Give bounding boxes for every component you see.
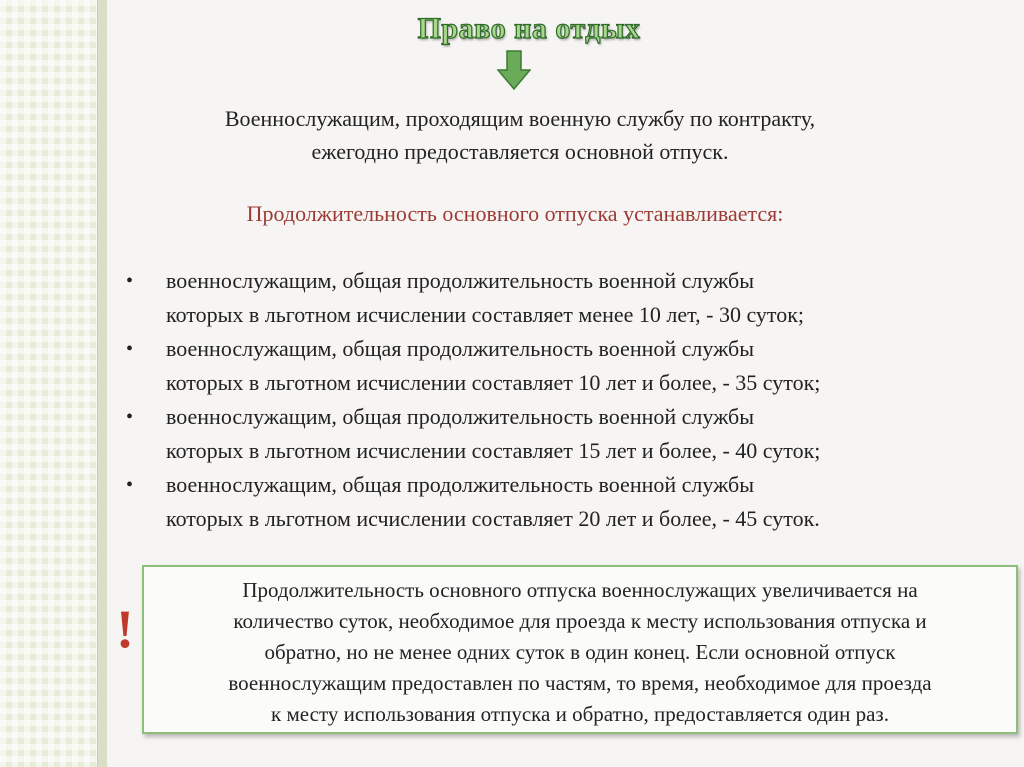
note-line: обратно, но не менее одних суток в один конец. Если основной отпуск <box>264 640 896 664</box>
list-item-line: военнослужащим, общая продолжительность военной службы <box>166 268 754 293</box>
list-item-line: которых в льготном исчислении составляет 20 лет и более, - 45 суток. <box>166 506 820 531</box>
note-line: Продолжительность основного отпуска военнослужащих увеличивается на <box>242 578 918 602</box>
slide-title: Право на отдых <box>417 12 641 45</box>
list-item-line: военнослужащим, общая продолжительность военной службы <box>166 336 754 361</box>
bullet-icon: • <box>126 474 134 496</box>
travel-time-note-box <box>142 565 1018 734</box>
bullet-icon: • <box>126 406 134 428</box>
side-pattern-decoration <box>0 0 97 767</box>
arrow-down-icon <box>497 50 531 90</box>
exclamation-icon: ! <box>116 599 134 659</box>
list-item <box>126 264 1024 332</box>
intro-line: ежегодно предоставляется основной отпуск. <box>311 139 729 164</box>
list-item-line: военнослужащим, общая продолжительность военной службы <box>166 404 754 429</box>
note-line: количество суток, необходимое для проезда к месту использования отпуска и <box>233 609 927 633</box>
list-item-line: которых в льготном исчислении составляет менее 10 лет, - 30 суток; <box>166 302 805 327</box>
list-item-line: которых в льготном исчислении составляет 10 лет и более, - 35 суток; <box>166 370 821 395</box>
intro-text <box>160 102 880 168</box>
list-item-line: военнослужащим, общая продолжительность военной службы <box>166 472 754 497</box>
bullet-icon: • <box>126 338 134 360</box>
leave-duration-list <box>126 264 1024 536</box>
list-item <box>126 332 1024 400</box>
list-item-line: которых в льготном исчислении составляет 15 лет и более, - 40 суток; <box>166 438 821 463</box>
duration-subheading: Продолжительность основного отпуска устанавливается: <box>246 201 784 226</box>
intro-line: Военнослужащим, проходящим военную службу по контракту, <box>224 106 816 131</box>
bullet-icon: • <box>126 270 134 292</box>
note-line: военнослужащим предоставлен по частям, то время, необходимое для проезда <box>228 671 932 695</box>
list-item <box>126 468 1024 536</box>
note-line: к месту использования отпуска и обратно, предоставляется один раз. <box>271 702 889 726</box>
list-item <box>126 400 1024 468</box>
